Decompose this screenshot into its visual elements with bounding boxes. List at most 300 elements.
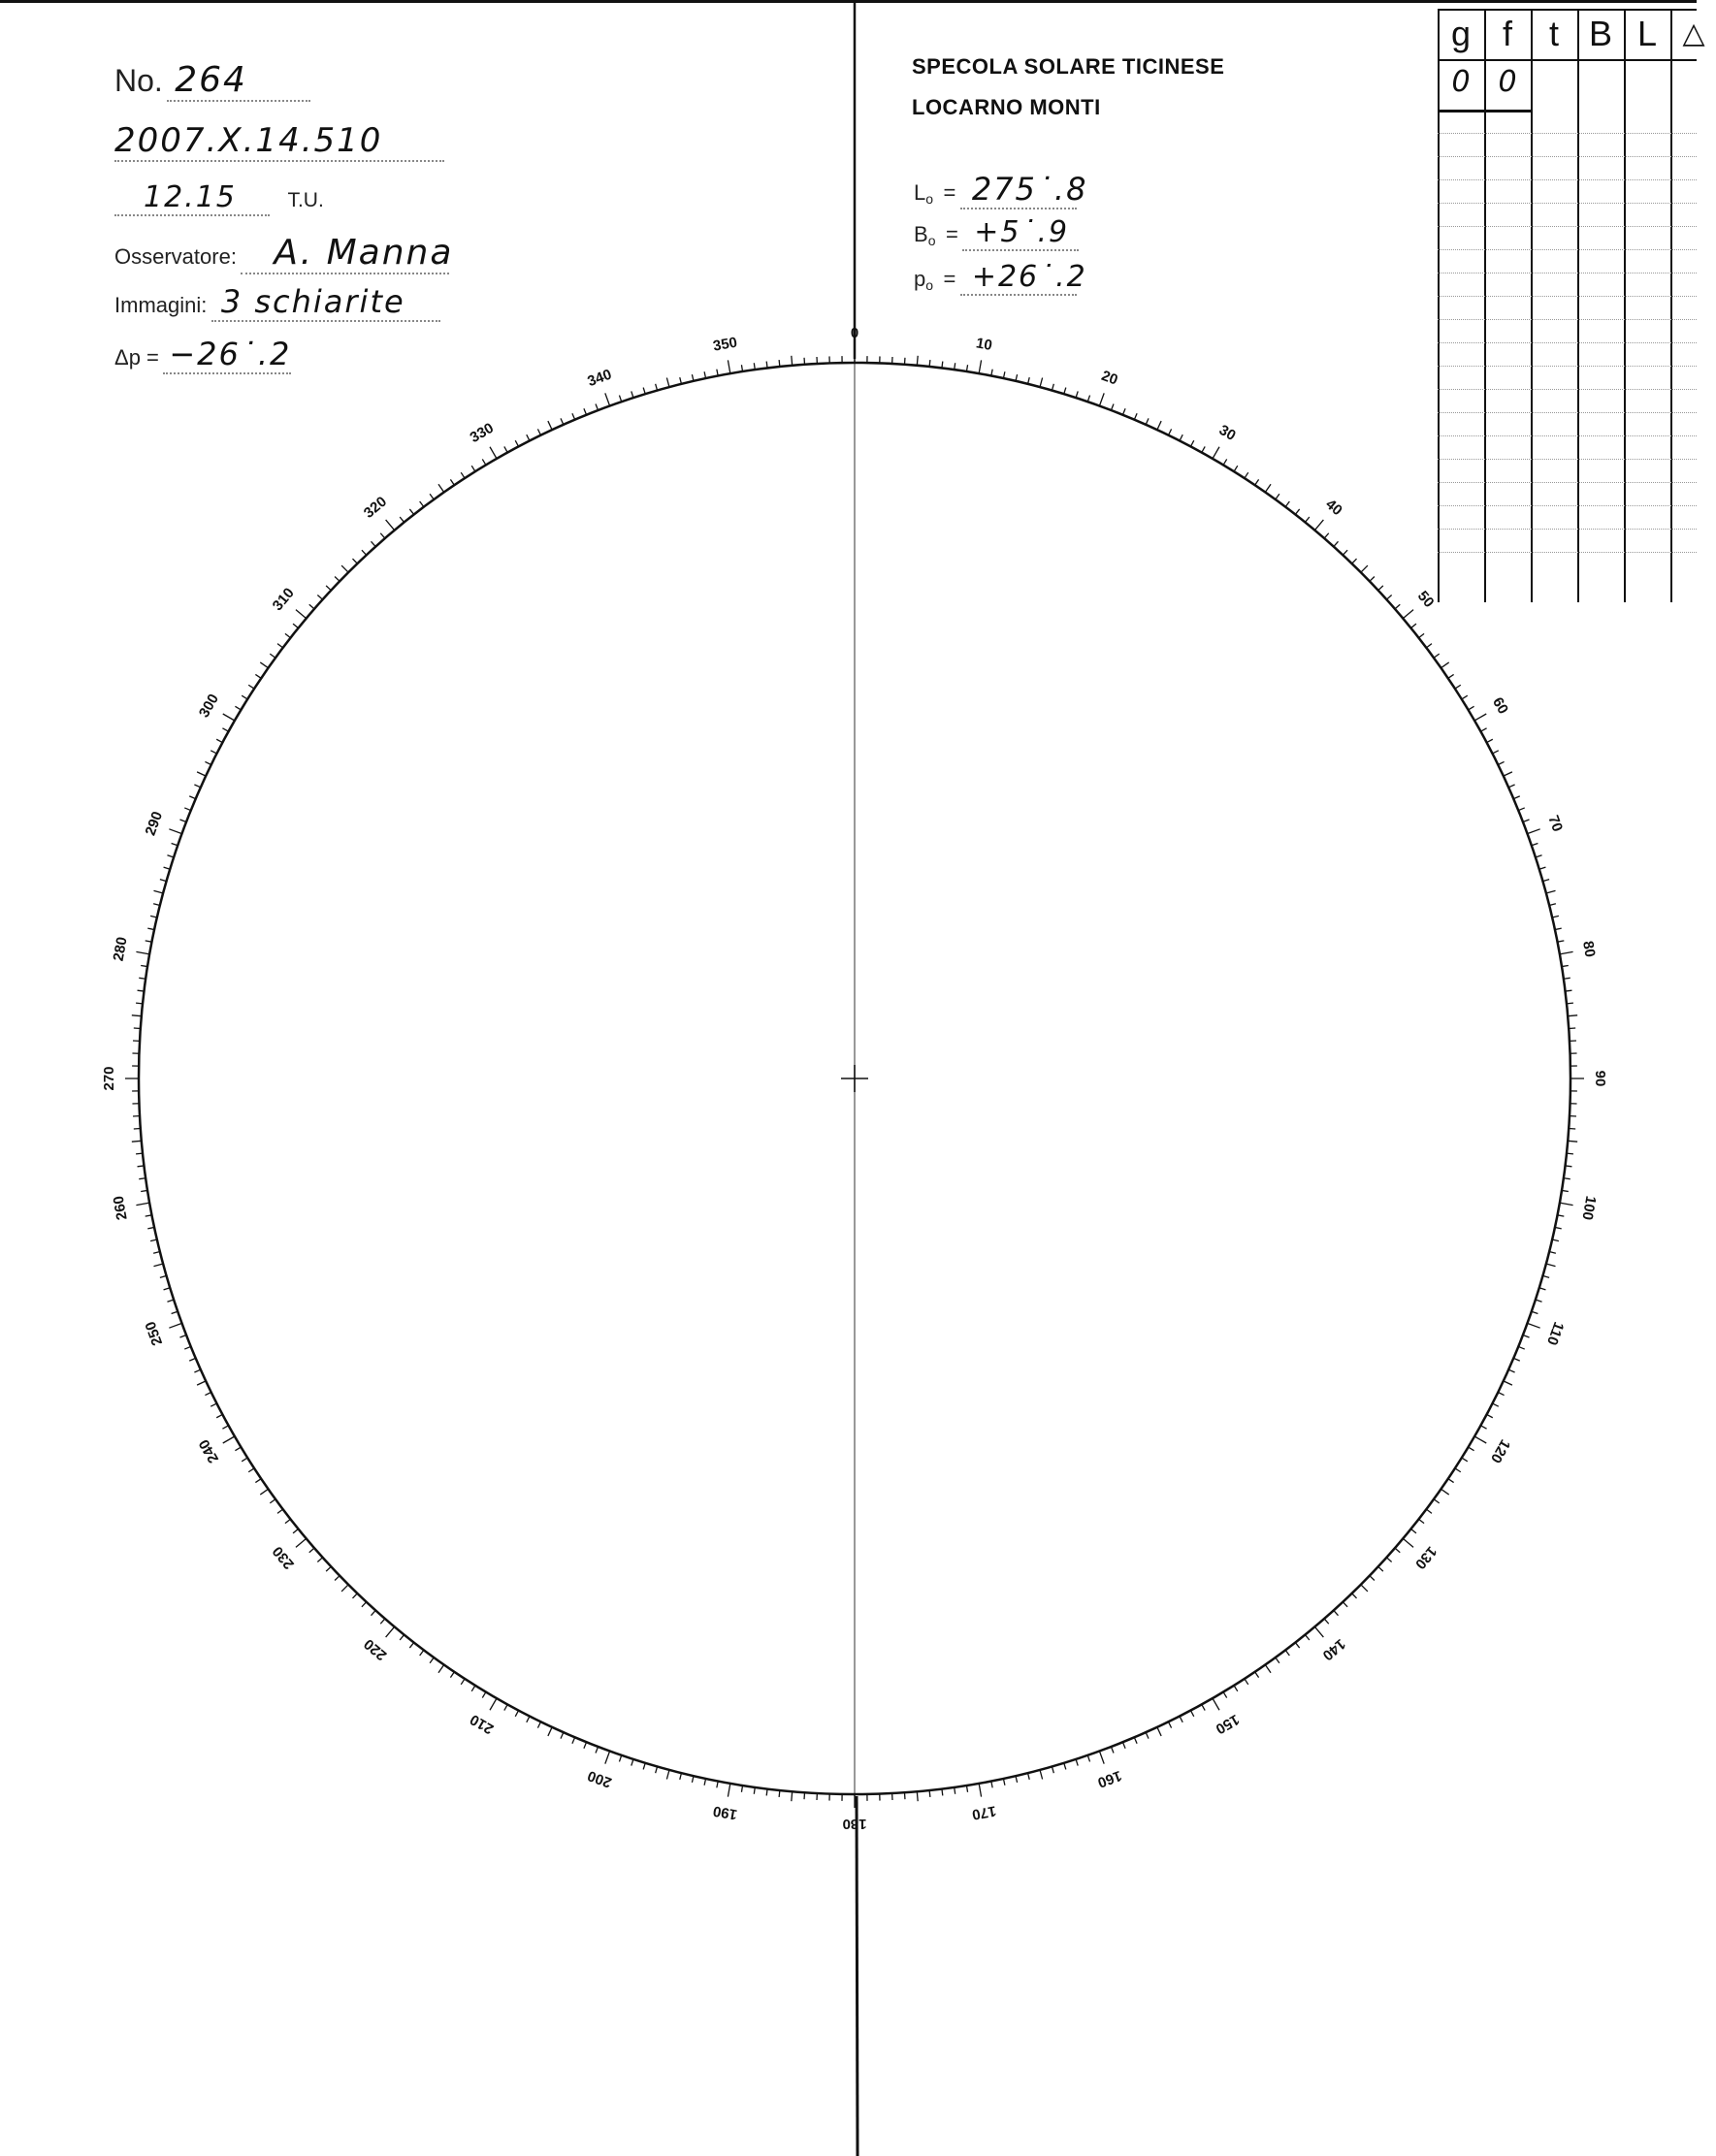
degree-tick <box>1255 1672 1259 1678</box>
degree-tick <box>335 1576 340 1581</box>
table-dotted-rule <box>1438 389 1697 390</box>
degree-tick <box>1076 391 1078 398</box>
degree-tick <box>1441 662 1449 668</box>
degree-tick <box>1334 1610 1339 1615</box>
degree-tick <box>1532 1311 1538 1313</box>
degree-tick <box>1493 751 1499 754</box>
degree-tick <box>317 1558 322 1562</box>
degree-tick <box>309 1548 314 1553</box>
degree-tick <box>1448 1479 1454 1483</box>
degree-tick <box>210 1403 216 1406</box>
degree-tick <box>341 1585 348 1592</box>
table-dotted-rule <box>1438 296 1697 297</box>
degree-tick <box>371 1610 375 1615</box>
B0-sub: o <box>927 233 936 249</box>
degree-tick <box>197 1381 206 1385</box>
degree-tick <box>1265 484 1271 492</box>
delta-p-field <box>114 336 291 374</box>
degree-label: 350 <box>711 334 739 355</box>
degree-tick <box>1378 1566 1383 1571</box>
degree-tick <box>205 761 210 764</box>
degree-tick <box>335 576 340 581</box>
degree-tick <box>1213 1698 1219 1710</box>
observatory-location: LOCARNO MONTI <box>912 95 1101 119</box>
degree-tick <box>136 1203 149 1205</box>
degree-tick <box>1565 990 1571 991</box>
degree-tick <box>223 1436 235 1443</box>
degree-tick <box>1295 509 1299 515</box>
number-label: No. <box>114 63 163 98</box>
degree-tick <box>147 928 154 929</box>
degree-label: 270 <box>100 1066 117 1091</box>
degree-tick <box>1411 624 1416 627</box>
observer-field <box>114 233 454 274</box>
table-dotted-rule <box>1438 505 1697 506</box>
degree-tick <box>1462 695 1468 699</box>
degree-tick <box>1386 1558 1391 1562</box>
degree-tick <box>1305 1635 1309 1640</box>
degree-tick <box>1513 796 1519 799</box>
degree-tick <box>1361 565 1368 572</box>
degree-tick <box>1190 440 1193 446</box>
degree-tick <box>680 377 682 384</box>
degree-label: 150 <box>1213 1710 1243 1738</box>
table-dotted-rule <box>1438 412 1697 413</box>
degree-label: 180 <box>842 1816 867 1833</box>
L0-label: L <box>914 180 926 205</box>
degree-tick <box>430 1657 434 1663</box>
degree-tick <box>605 1751 610 1763</box>
degree-tick <box>1016 1776 1018 1783</box>
degree-tick <box>1504 1381 1512 1385</box>
degree-tick <box>1518 1346 1524 1349</box>
table-dotted-rule <box>1438 226 1697 227</box>
degree-tick <box>1487 1414 1493 1417</box>
degree-tick <box>194 785 200 788</box>
B0-field <box>914 215 1079 251</box>
degree-tick <box>572 1737 575 1743</box>
degree-tick <box>184 808 190 811</box>
table-dotted-rule <box>1438 435 1697 436</box>
degree-tick <box>1276 1657 1279 1663</box>
degree-tick <box>132 1015 142 1016</box>
degree-tick <box>400 1635 404 1640</box>
degree-tick <box>1003 371 1004 378</box>
table-rule <box>1577 9 1579 602</box>
degree-tick <box>1087 1755 1089 1762</box>
degree-tick <box>172 843 178 845</box>
cell-g: 0 <box>1451 65 1471 99</box>
degree-tick <box>1134 1737 1137 1743</box>
degree-tick <box>362 550 367 555</box>
degree-tick <box>216 1414 222 1417</box>
degree-tick <box>1285 1650 1289 1656</box>
degree-tick <box>1180 1717 1182 1722</box>
degree-tick <box>1455 1468 1461 1472</box>
column-header-g: g <box>1450 14 1472 53</box>
degree-tick <box>380 1619 385 1624</box>
degree-tick <box>270 654 275 658</box>
degree-tick <box>409 509 413 515</box>
degree-tick <box>1314 520 1323 531</box>
degree-tick <box>430 494 434 499</box>
degree-tick <box>293 624 298 627</box>
degree-tick <box>1255 479 1259 485</box>
time-unit: T.U. <box>287 189 324 211</box>
time-value: 12.15 <box>114 180 270 216</box>
degree-tick <box>1567 1153 1573 1154</box>
degree-tick <box>1314 1626 1323 1637</box>
degree-tick <box>1016 374 1018 381</box>
degree-tick <box>527 434 530 440</box>
degree-tick <box>1560 951 1573 953</box>
degree-tick <box>515 1711 518 1717</box>
degree-tick <box>270 1499 275 1503</box>
degree-tick <box>1040 1770 1043 1780</box>
degree-tick <box>1087 396 1089 402</box>
degree-tick <box>242 695 247 699</box>
degree-label: 340 <box>585 366 614 391</box>
degree-tick <box>584 408 587 414</box>
images-value: 3 schiarite <box>211 283 440 322</box>
degree-tick <box>631 391 633 398</box>
degree-tick <box>1536 855 1542 857</box>
degree-tick <box>136 1153 143 1154</box>
table-dotted-rule <box>1438 273 1697 274</box>
degree-tick <box>184 1346 190 1349</box>
degree-tick <box>1099 1751 1104 1763</box>
degree-tick <box>561 418 564 424</box>
degree-tick <box>296 610 307 619</box>
degree-tick <box>1146 418 1149 424</box>
degree-tick <box>409 1643 413 1649</box>
degree-tick <box>1003 1779 1004 1786</box>
degree-tick <box>766 1788 767 1795</box>
date-field <box>114 121 444 162</box>
p0-field <box>914 260 1087 296</box>
degree-label: 160 <box>1095 1766 1124 1791</box>
degree-tick <box>222 728 228 731</box>
degree-label: 30 <box>1215 421 1239 444</box>
degree-label: 250 <box>142 1319 167 1348</box>
degree-tick <box>420 1650 424 1656</box>
degree-tick <box>153 1264 163 1267</box>
degree-tick <box>1395 604 1400 609</box>
degree-tick <box>189 1358 195 1361</box>
degree-tick <box>1480 1426 1486 1429</box>
degree-tick <box>293 1529 298 1532</box>
table-dotted-rule <box>1438 203 1697 204</box>
images-label: Immagini: <box>114 293 208 317</box>
degree-tick <box>1378 586 1383 591</box>
degree-tick <box>680 1773 682 1780</box>
degree-tick <box>643 1763 645 1770</box>
degree-tick <box>1276 494 1279 499</box>
degree-tick <box>1426 1509 1432 1513</box>
degree-tick <box>1462 1458 1468 1462</box>
observer-label: Osservatore: <box>114 244 237 269</box>
degree-tick <box>537 429 540 434</box>
degree-tick <box>1552 916 1559 917</box>
degree-tick <box>1122 1742 1125 1748</box>
table-dotted-rule <box>1438 366 1697 367</box>
degree-tick <box>490 1698 497 1710</box>
degree-tick <box>450 479 454 485</box>
degree-tick <box>1028 377 1030 384</box>
degree-label: 70 <box>1544 813 1567 834</box>
degree-tick <box>150 916 157 917</box>
table-rule <box>1438 59 1697 61</box>
degree-tick <box>728 1784 729 1797</box>
degree-tick <box>917 356 918 366</box>
degree-tick <box>1295 1643 1299 1649</box>
degree-tick <box>942 362 943 369</box>
degree-tick <box>285 633 291 637</box>
degree-tick <box>169 829 181 834</box>
degree-label: 40 <box>1322 496 1345 520</box>
degree-tick <box>235 706 241 710</box>
degree-tick <box>1202 446 1205 452</box>
degree-tick <box>179 1335 186 1337</box>
degree-tick <box>450 1672 454 1678</box>
p0-value: +26˙.2 <box>960 260 1077 296</box>
degree-tick <box>1403 1538 1413 1547</box>
degree-tick <box>386 520 395 531</box>
degree-tick <box>1426 644 1432 648</box>
degree-tick <box>326 1566 331 1571</box>
degree-tick <box>1542 880 1549 882</box>
degree-tick <box>169 1323 181 1328</box>
date-value: 2007.Ⅹ.14.510 <box>114 121 444 162</box>
degree-tick <box>380 533 385 538</box>
degree-tick <box>1469 706 1474 710</box>
degree-tick <box>1064 1763 1066 1770</box>
degree-tick <box>704 1779 705 1786</box>
degree-tick <box>1180 434 1182 440</box>
degree-tick <box>1567 1003 1573 1004</box>
B0-value: +5˙.9 <box>962 215 1079 251</box>
degree-tick <box>1245 472 1248 478</box>
degree-tick <box>255 674 261 678</box>
degree-label: 190 <box>711 1802 739 1823</box>
degree-tick <box>167 855 174 857</box>
degree-tick <box>147 1227 154 1228</box>
degree-tick <box>1560 1203 1573 1205</box>
degree-tick <box>1419 633 1425 637</box>
table-dotted-rule <box>1438 133 1697 134</box>
observer-value: A. Manna <box>241 233 449 274</box>
degree-tick <box>1213 447 1219 459</box>
degree-tick <box>1527 829 1539 834</box>
degree-tick <box>1370 576 1375 581</box>
column-header-L: L <box>1636 14 1658 53</box>
table-dotted-rule <box>1438 342 1697 343</box>
table-total-rule <box>1438 110 1531 113</box>
degree-tick <box>1343 1602 1347 1607</box>
degree-tick <box>1111 403 1114 410</box>
p0-equals: = <box>943 267 956 291</box>
degree-tick <box>461 1679 465 1685</box>
degree-label: 130 <box>1411 1542 1441 1573</box>
degree-tick <box>248 1468 254 1472</box>
degree-tick <box>371 541 375 546</box>
degree-tick <box>1028 1773 1030 1780</box>
degree-tick <box>1190 1711 1193 1717</box>
table-dotted-rule <box>1438 482 1697 483</box>
degree-tick <box>692 374 694 381</box>
degree-tick <box>1352 1593 1357 1598</box>
table-dotted-rule <box>1438 156 1697 157</box>
L0-sub: o <box>925 191 934 208</box>
degree-tick <box>1546 1264 1556 1267</box>
degree-label: 120 <box>1486 1436 1514 1466</box>
degree-tick <box>929 1790 930 1797</box>
column-header-delta: △ <box>1682 17 1705 49</box>
degree-tick <box>153 890 163 893</box>
degree-tick <box>548 421 552 430</box>
degree-tick <box>504 446 507 452</box>
degree-tick <box>471 1686 475 1691</box>
table-rule <box>1624 9 1626 602</box>
degree-tick <box>438 1665 444 1673</box>
degree-tick <box>352 1593 357 1598</box>
degree-tick <box>1352 559 1357 563</box>
L0-equals: = <box>943 180 956 205</box>
degree-tick <box>656 1766 658 1773</box>
degree-label: 80 <box>1579 939 1599 959</box>
degree-tick <box>1361 1585 1368 1592</box>
degree-tick <box>160 880 167 882</box>
degree-tick <box>326 586 331 591</box>
degree-tick <box>917 1791 918 1801</box>
degree-tick <box>537 1722 540 1727</box>
degree-tick <box>132 1141 142 1142</box>
degree-tick <box>1076 1759 1078 1766</box>
degree-tick <box>400 517 404 522</box>
degree-label: 260 <box>110 1194 131 1222</box>
degree-tick <box>1513 1358 1519 1361</box>
degree-tick <box>194 1369 200 1372</box>
observatory-name: SPECOLA SOLARE TICINESE <box>912 54 1225 79</box>
degree-tick <box>596 403 599 410</box>
degree-tick <box>1169 1722 1172 1727</box>
degree-label: 100 <box>1578 1194 1600 1222</box>
degree-label: 0 <box>850 324 859 341</box>
column-header-f: f <box>1502 14 1512 53</box>
degree-label: 200 <box>585 1766 614 1791</box>
degree-tick <box>1504 772 1512 776</box>
degree-tick <box>471 466 475 471</box>
cell-f: 0 <box>1498 65 1517 99</box>
degree-tick <box>1324 1619 1329 1624</box>
degree-tick <box>1469 1447 1474 1451</box>
degree-tick <box>1099 393 1104 405</box>
degree-tick <box>515 440 518 446</box>
degree-tick <box>1370 1576 1375 1581</box>
degree-tick <box>1202 1704 1205 1710</box>
degree-tick <box>138 1166 145 1167</box>
degree-tick <box>150 1239 157 1241</box>
degree-tick <box>631 1759 633 1766</box>
degree-tick <box>248 685 254 689</box>
degree-tick <box>136 1003 143 1004</box>
L0-value: 275˙.8 <box>960 171 1077 209</box>
degree-tick <box>1542 1275 1549 1277</box>
degree-tick <box>1234 1686 1238 1691</box>
degree-label: 210 <box>467 1710 497 1738</box>
degree-tick <box>277 644 283 648</box>
degree-tick <box>1474 1436 1486 1443</box>
degree-label: 320 <box>360 493 391 522</box>
degree-tick <box>1245 1679 1248 1685</box>
degree-tick <box>1157 1727 1161 1736</box>
degree-tick <box>1549 1252 1556 1254</box>
degree-label: 140 <box>1318 1635 1349 1664</box>
degree-tick <box>1565 1166 1571 1167</box>
degree-tick <box>596 1747 599 1754</box>
degree-tick <box>1487 739 1493 742</box>
axis-extension <box>857 1796 858 2156</box>
degree-tick <box>561 1732 564 1738</box>
degree-tick <box>666 377 669 387</box>
degree-tick <box>153 1252 160 1254</box>
column-header-t: t <box>1548 14 1559 53</box>
degree-tick <box>1555 1227 1562 1228</box>
table-dotted-rule <box>1438 459 1697 460</box>
degree-tick <box>255 1479 261 1483</box>
summary-table <box>1438 9 1705 602</box>
degree-tick <box>1523 1335 1530 1337</box>
degree-tick <box>1474 714 1486 721</box>
p0-sub: o <box>925 277 934 294</box>
degree-tick <box>296 1538 307 1547</box>
column-header-B: B <box>1588 14 1612 53</box>
degree-tick <box>309 604 314 609</box>
degree-tick <box>942 1788 943 1795</box>
degree-tick <box>1343 550 1347 555</box>
degree-tick <box>490 447 497 459</box>
table-dotted-rule <box>1438 319 1697 320</box>
degree-label: 10 <box>974 335 994 354</box>
degree-tick <box>482 459 486 465</box>
degree-tick <box>1498 761 1504 764</box>
B0-label: B <box>914 222 928 246</box>
degree-tick <box>1134 413 1137 419</box>
degree-tick <box>1285 501 1289 507</box>
table-rule <box>1670 9 1672 602</box>
B0-equals: = <box>945 222 958 246</box>
degree-tick <box>1122 408 1125 414</box>
degree-tick <box>242 1458 247 1462</box>
delta-p-value: −26˙.2 <box>163 336 291 374</box>
table-dotted-rule <box>1438 552 1697 553</box>
degree-tick <box>172 1311 178 1313</box>
degree-label: 240 <box>195 1436 223 1466</box>
degree-tick <box>527 1717 530 1722</box>
degree-tick <box>164 1288 171 1290</box>
table-dotted-rule <box>1438 179 1697 180</box>
degree-tick <box>362 1602 367 1607</box>
degree-label: 220 <box>360 1635 391 1664</box>
degree-tick <box>1265 1665 1271 1673</box>
degree-tick <box>979 1784 981 1797</box>
degree-tick <box>1527 1323 1539 1328</box>
degree-label: 230 <box>269 1542 298 1573</box>
degree-tick <box>1223 459 1227 465</box>
degree-tick <box>317 595 322 599</box>
degree-tick <box>1539 1288 1546 1290</box>
degree-tick <box>164 867 171 869</box>
